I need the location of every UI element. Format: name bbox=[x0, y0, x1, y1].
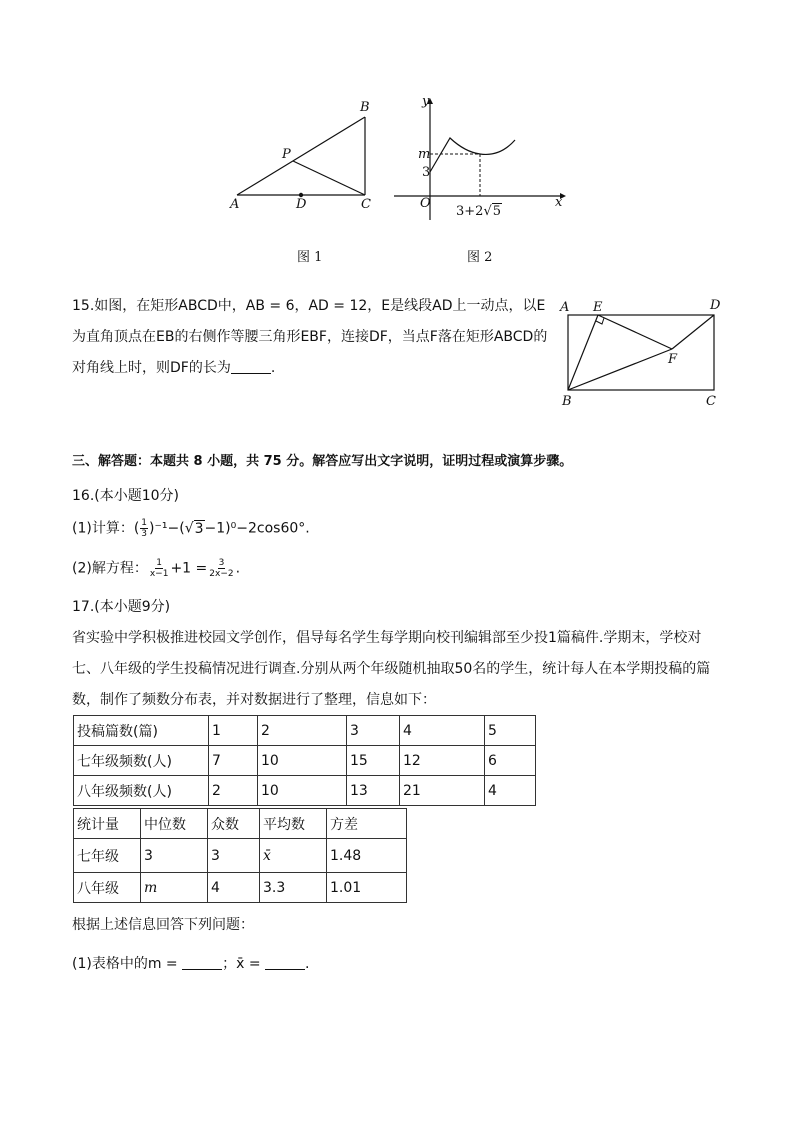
table-cell: 7 bbox=[209, 746, 258, 776]
statistics-table bbox=[73, 808, 407, 903]
fig1-label-a: A bbox=[230, 197, 240, 212]
segment-ef bbox=[598, 315, 672, 349]
q17-sub-1: (1)表格中的m = ；x̄ = . bbox=[72, 956, 310, 972]
table-cell: 投稿篇数(篇) bbox=[74, 716, 209, 746]
table-cell: 13 bbox=[347, 776, 400, 806]
fig2-label-x: x bbox=[555, 195, 563, 210]
table-cell: 15 bbox=[347, 746, 400, 776]
q15-line-3: 对角线上时，则DF的长为 . bbox=[72, 360, 276, 376]
q17-paragraph-3: 数，制作了频数分布表，并对数据进行了整理，信息如下： bbox=[72, 692, 436, 708]
fig1-label-d: D bbox=[296, 197, 307, 212]
segment-eb bbox=[568, 315, 598, 390]
section-3-heading: 三、解答题：本题共 8 小题，共 75 分。解答应写出文字说明，证明过程或演算步骤。 bbox=[72, 454, 573, 469]
fig1-label-b: B bbox=[360, 100, 370, 115]
table-cell: 1 bbox=[209, 716, 258, 746]
right-angle-mark bbox=[596, 318, 604, 324]
table-cell: 3 bbox=[208, 839, 260, 873]
table-cell: 七年级 bbox=[74, 839, 141, 873]
table-cell: 八年级频数(人) bbox=[74, 776, 209, 806]
frequency-table bbox=[73, 715, 536, 806]
fig2-label-xval: 3+2√5 bbox=[456, 204, 502, 219]
fig1-label-p: P bbox=[282, 147, 291, 162]
m-answer-blank[interactable] bbox=[182, 955, 222, 970]
q15-answer-blank[interactable] bbox=[231, 359, 271, 374]
fraction-one-third: $\frac{1}{3}$ bbox=[141, 518, 148, 539]
q17-paragraph-1: 省实验中学积极推进校园文学创作，倡导每名学生每学期向校刊编辑部至少投1篇稿件.学期末，学校对 bbox=[72, 630, 702, 646]
q15-label-b: B bbox=[562, 394, 572, 409]
q17-prompt: 根据上述信息回答下列问题： bbox=[72, 917, 254, 933]
table-cell: 12 bbox=[400, 746, 485, 776]
fig2-caption: 图 2 bbox=[467, 250, 493, 265]
table-cell: 2 bbox=[258, 716, 347, 746]
table-row bbox=[74, 746, 536, 776]
q16-part-2: (2)解方程： $\frac{1}{x-1}$ +1 = $\frac{3}{2x-2}$ . bbox=[72, 558, 241, 579]
q15-line-1: 15.如图，在矩形ABCD中，AB = 6，AD = 12，E是线段AD上一动点，以E bbox=[72, 298, 546, 314]
q15-label-d: D bbox=[710, 298, 721, 313]
fraction-right: $\frac{3}{2x-2}$ bbox=[209, 558, 234, 579]
q17-title: 17.(本小题9分) bbox=[72, 599, 171, 615]
fig2-label-o: O bbox=[420, 196, 431, 211]
segment-ab bbox=[237, 117, 365, 195]
table-row bbox=[74, 716, 536, 746]
table-row bbox=[74, 839, 407, 873]
rectangle-abcd bbox=[568, 315, 714, 390]
table-header-cell: 众数 bbox=[208, 809, 260, 839]
table-header-cell: 中位数 bbox=[141, 809, 208, 839]
fig2-label-y: y bbox=[422, 94, 430, 109]
function-curve bbox=[430, 138, 515, 172]
table-cell: 10 bbox=[258, 746, 347, 776]
table-header-cell: 统计量 bbox=[74, 809, 141, 839]
q16-part-1: (1)计算：( $\frac{1}{3}$ )⁻¹−(√3−1)⁰−2cos60°. bbox=[72, 518, 310, 539]
fig1-label-c: C bbox=[361, 197, 371, 212]
table-cell: 4 bbox=[485, 776, 536, 806]
q15-line-2: 为直角顶点在EB的右侧作等腰三角形EBF，连接DF，当点F落在矩形ABCD的 bbox=[72, 329, 548, 345]
table-cell: 3 bbox=[141, 839, 208, 873]
table-cell: 七年级频数(人) bbox=[74, 746, 209, 776]
table-cell: x̄ bbox=[260, 839, 327, 873]
q15-rectangle-figure bbox=[560, 305, 720, 395]
q16-title: 16.(本小题10分) bbox=[72, 488, 180, 504]
table-row bbox=[74, 873, 407, 903]
segment-pc bbox=[293, 161, 365, 195]
figure-2-graph bbox=[390, 92, 570, 222]
table-cell: 6 bbox=[485, 746, 536, 776]
table-cell: 3.3 bbox=[260, 873, 327, 903]
table-cell: 2 bbox=[209, 776, 258, 806]
q17-paragraph-2: 七、八年级的学生投稿情况进行调查.分别从两个年级随机抽取50名的学生，统计每人在本学期投稿的篇 bbox=[72, 661, 711, 677]
fig2-label-3: 3 bbox=[422, 165, 431, 180]
table-cell: 1.01 bbox=[327, 873, 407, 903]
table-cell: 10 bbox=[258, 776, 347, 806]
fraction-left: $\frac{1}{x-1}$ bbox=[149, 558, 169, 579]
fig1-caption: 图 1 bbox=[297, 250, 323, 265]
table-header-cell: 方差 bbox=[327, 809, 407, 839]
table-cell: 3 bbox=[347, 716, 400, 746]
table-row bbox=[74, 776, 536, 806]
table-cell: 4 bbox=[400, 716, 485, 746]
table-cell: 八年级 bbox=[74, 873, 141, 903]
table-cell: 5 bbox=[485, 716, 536, 746]
table-header-row bbox=[74, 809, 407, 839]
segment-fd bbox=[672, 315, 714, 349]
q15-label-a: A bbox=[560, 300, 570, 315]
table-cell: m bbox=[141, 873, 208, 903]
table-cell: 4 bbox=[208, 873, 260, 903]
mean-answer-blank[interactable] bbox=[265, 955, 305, 970]
table-cell: 21 bbox=[400, 776, 485, 806]
q15-label-e: E bbox=[593, 300, 603, 315]
table-cell: 1.48 bbox=[327, 839, 407, 873]
q15-label-c: C bbox=[706, 394, 716, 409]
segment-bf bbox=[568, 349, 672, 390]
fig2-label-m: m bbox=[418, 147, 431, 162]
q15-label-f: F bbox=[668, 352, 678, 367]
table-header-cell: 平均数 bbox=[260, 809, 327, 839]
